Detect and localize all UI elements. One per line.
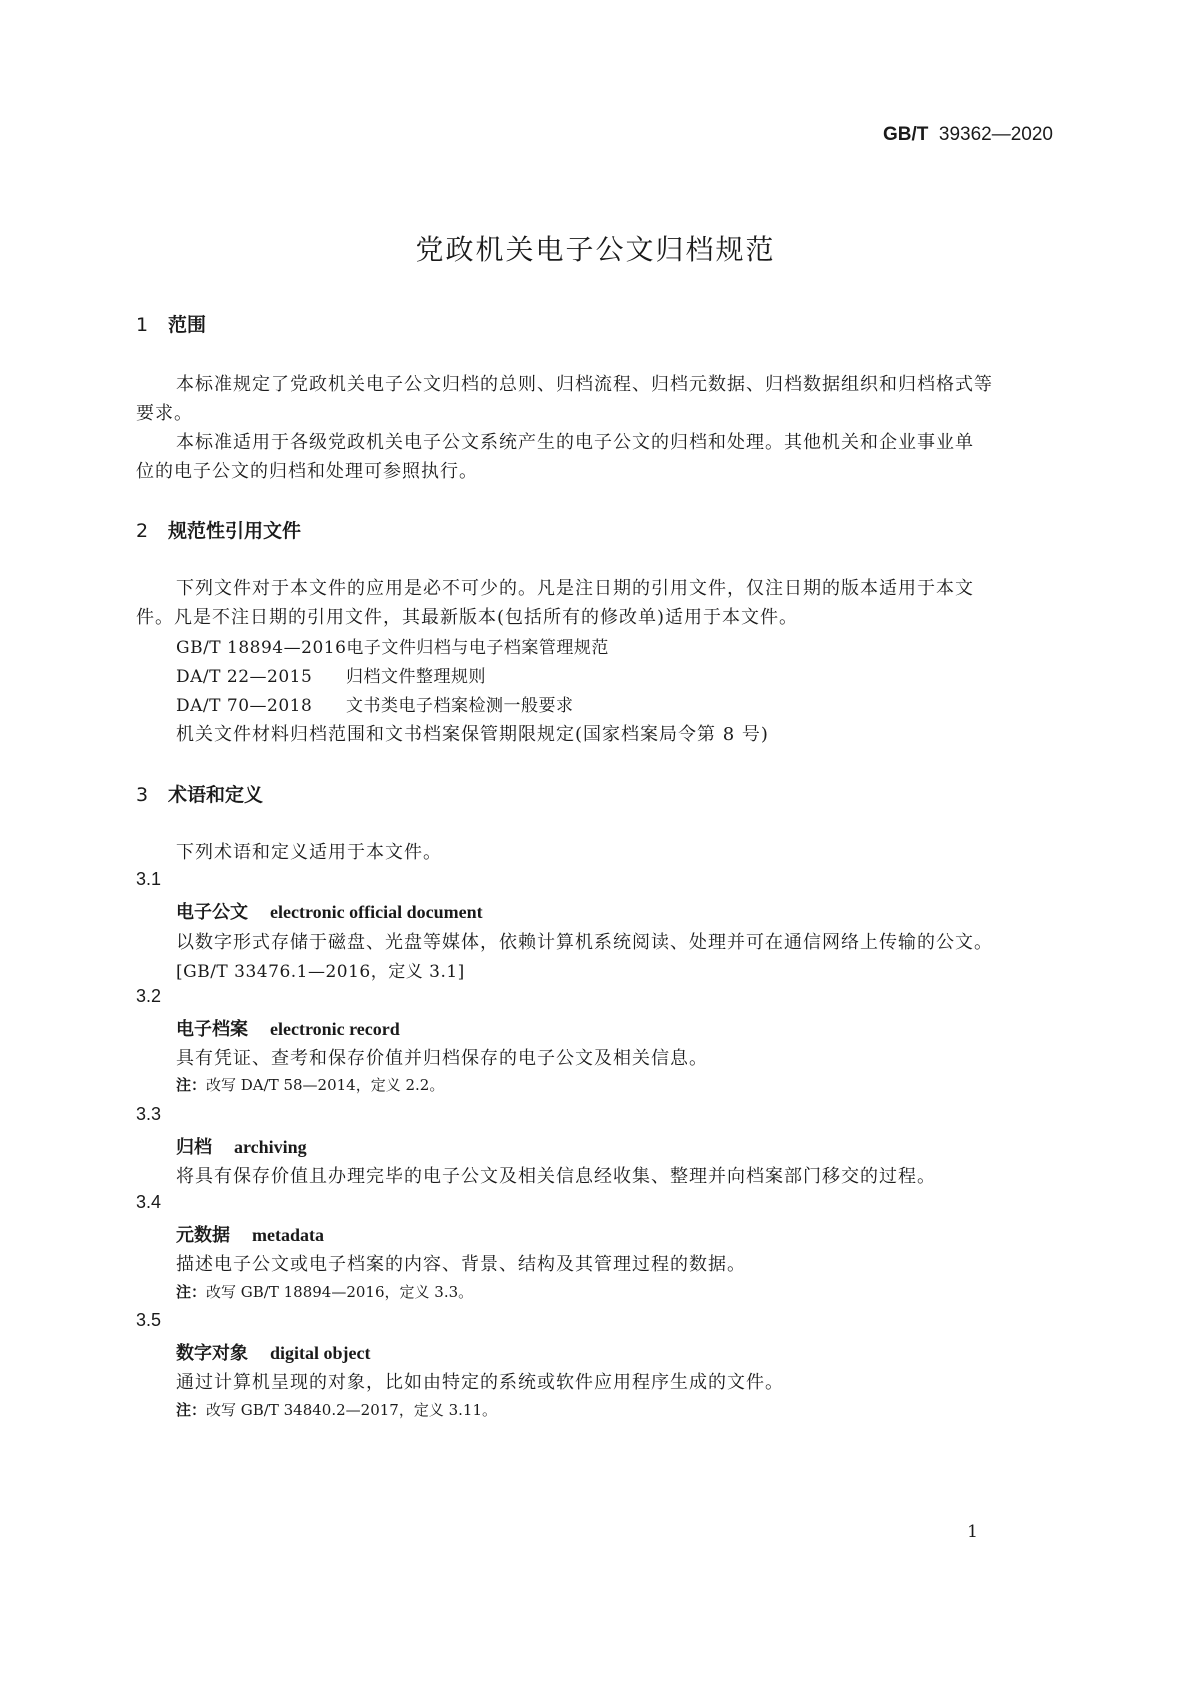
s1-para1-line1: 本标准规定了党政机关电子公文归档的总则、归档流程、归档元数据、归档数据组织和归档格式等 [176,374,993,395]
term-title: 归档 archiving [176,1137,307,1158]
section-2-heading: 2 规范性引用文件 [136,520,302,542]
term-number: 3.4 [136,1192,162,1212]
term-note: 注：改写 GB/T 34840.2—2017，定义 3.11。 [176,1401,497,1419]
term-number: 3.1 [136,869,162,889]
term-title: 元数据 metadata [176,1225,324,1246]
term-title: 电子档案 electronic record [176,1019,400,1040]
s3-intro: 下列术语和定义适用于本文件。 [176,842,442,863]
reference-item: 机关文件材料归档范围和文书档案保管期限规定(国家档案局令第 8 号) [176,724,769,745]
s1-para2-line1: 本标准适用于各级党政机关电子公文系统产生的电子公文的归档和处理。其他机关和企业事业单 [176,432,974,453]
term-note: 注：改写 DA/T 58—2014，定义 2.2。 [176,1076,445,1094]
section-1-heading: 1 范围 [136,314,207,336]
document-title: 党政机关电子公文归档规范 [415,233,776,266]
term-definition: 将具有保存价值且办理完毕的电子公文及相关信息经收集、整理并向档案部门移交的过程。 [176,1166,936,1187]
term-definition: 具有凭证、查考和保存价值并归档保存的电子公文及相关信息。 [176,1048,708,1069]
term-title: 电子公文 electronic official document [176,902,483,923]
term-definition: 以数字形式存储于磁盘、光盘等媒体，依赖计算机系统阅读、处理并可在通信网络上传输的公文。 [176,932,993,953]
standard-number: GB/T 39362—2020 [882,124,1053,145]
term-source: [GB/T 33476.1—2016，定义 3.1] [176,962,465,982]
reference-item: DA/T 70—2018 文书类电子档案检测一般要求 [176,696,574,716]
page-number: 1 [967,1522,978,1542]
term-number: 3.5 [136,1310,162,1330]
section-3-heading: 3 术语和定义 [136,784,264,806]
s1-para2-line2: 位的电子公文的归档和处理可参照执行。 [136,461,478,482]
s1-para1-line2: 要求。 [136,403,193,424]
s2-para1-line1: 下列文件对于本文件的应用是必不可少的。凡是注日期的引用文件，仅注日期的版本适用于本文 [176,578,974,599]
term-definition: 通过计算机呈现的对象，比如由特定的系统或软件应用程序生成的文件。 [176,1372,784,1393]
term-definition: 描述电子公文或电子档案的内容、背景、结构及其管理过程的数据。 [176,1254,746,1275]
term-title: 数字对象 digital object [176,1343,371,1364]
term-number: 3.2 [136,986,162,1006]
term-note: 注：改写 GB/T 18894—2016，定义 3.3。 [176,1283,474,1301]
s2-para1-line2: 件。凡是不注日期的引用文件，其最新版本(包括所有的修改单)适用于本文件。 [136,607,799,628]
reference-item: GB/T 18894—2016电子文件归档与电子档案管理规范 [176,638,609,658]
reference-item: DA/T 22—2015 归档文件整理规则 [176,667,486,687]
term-number: 3.3 [136,1104,162,1124]
